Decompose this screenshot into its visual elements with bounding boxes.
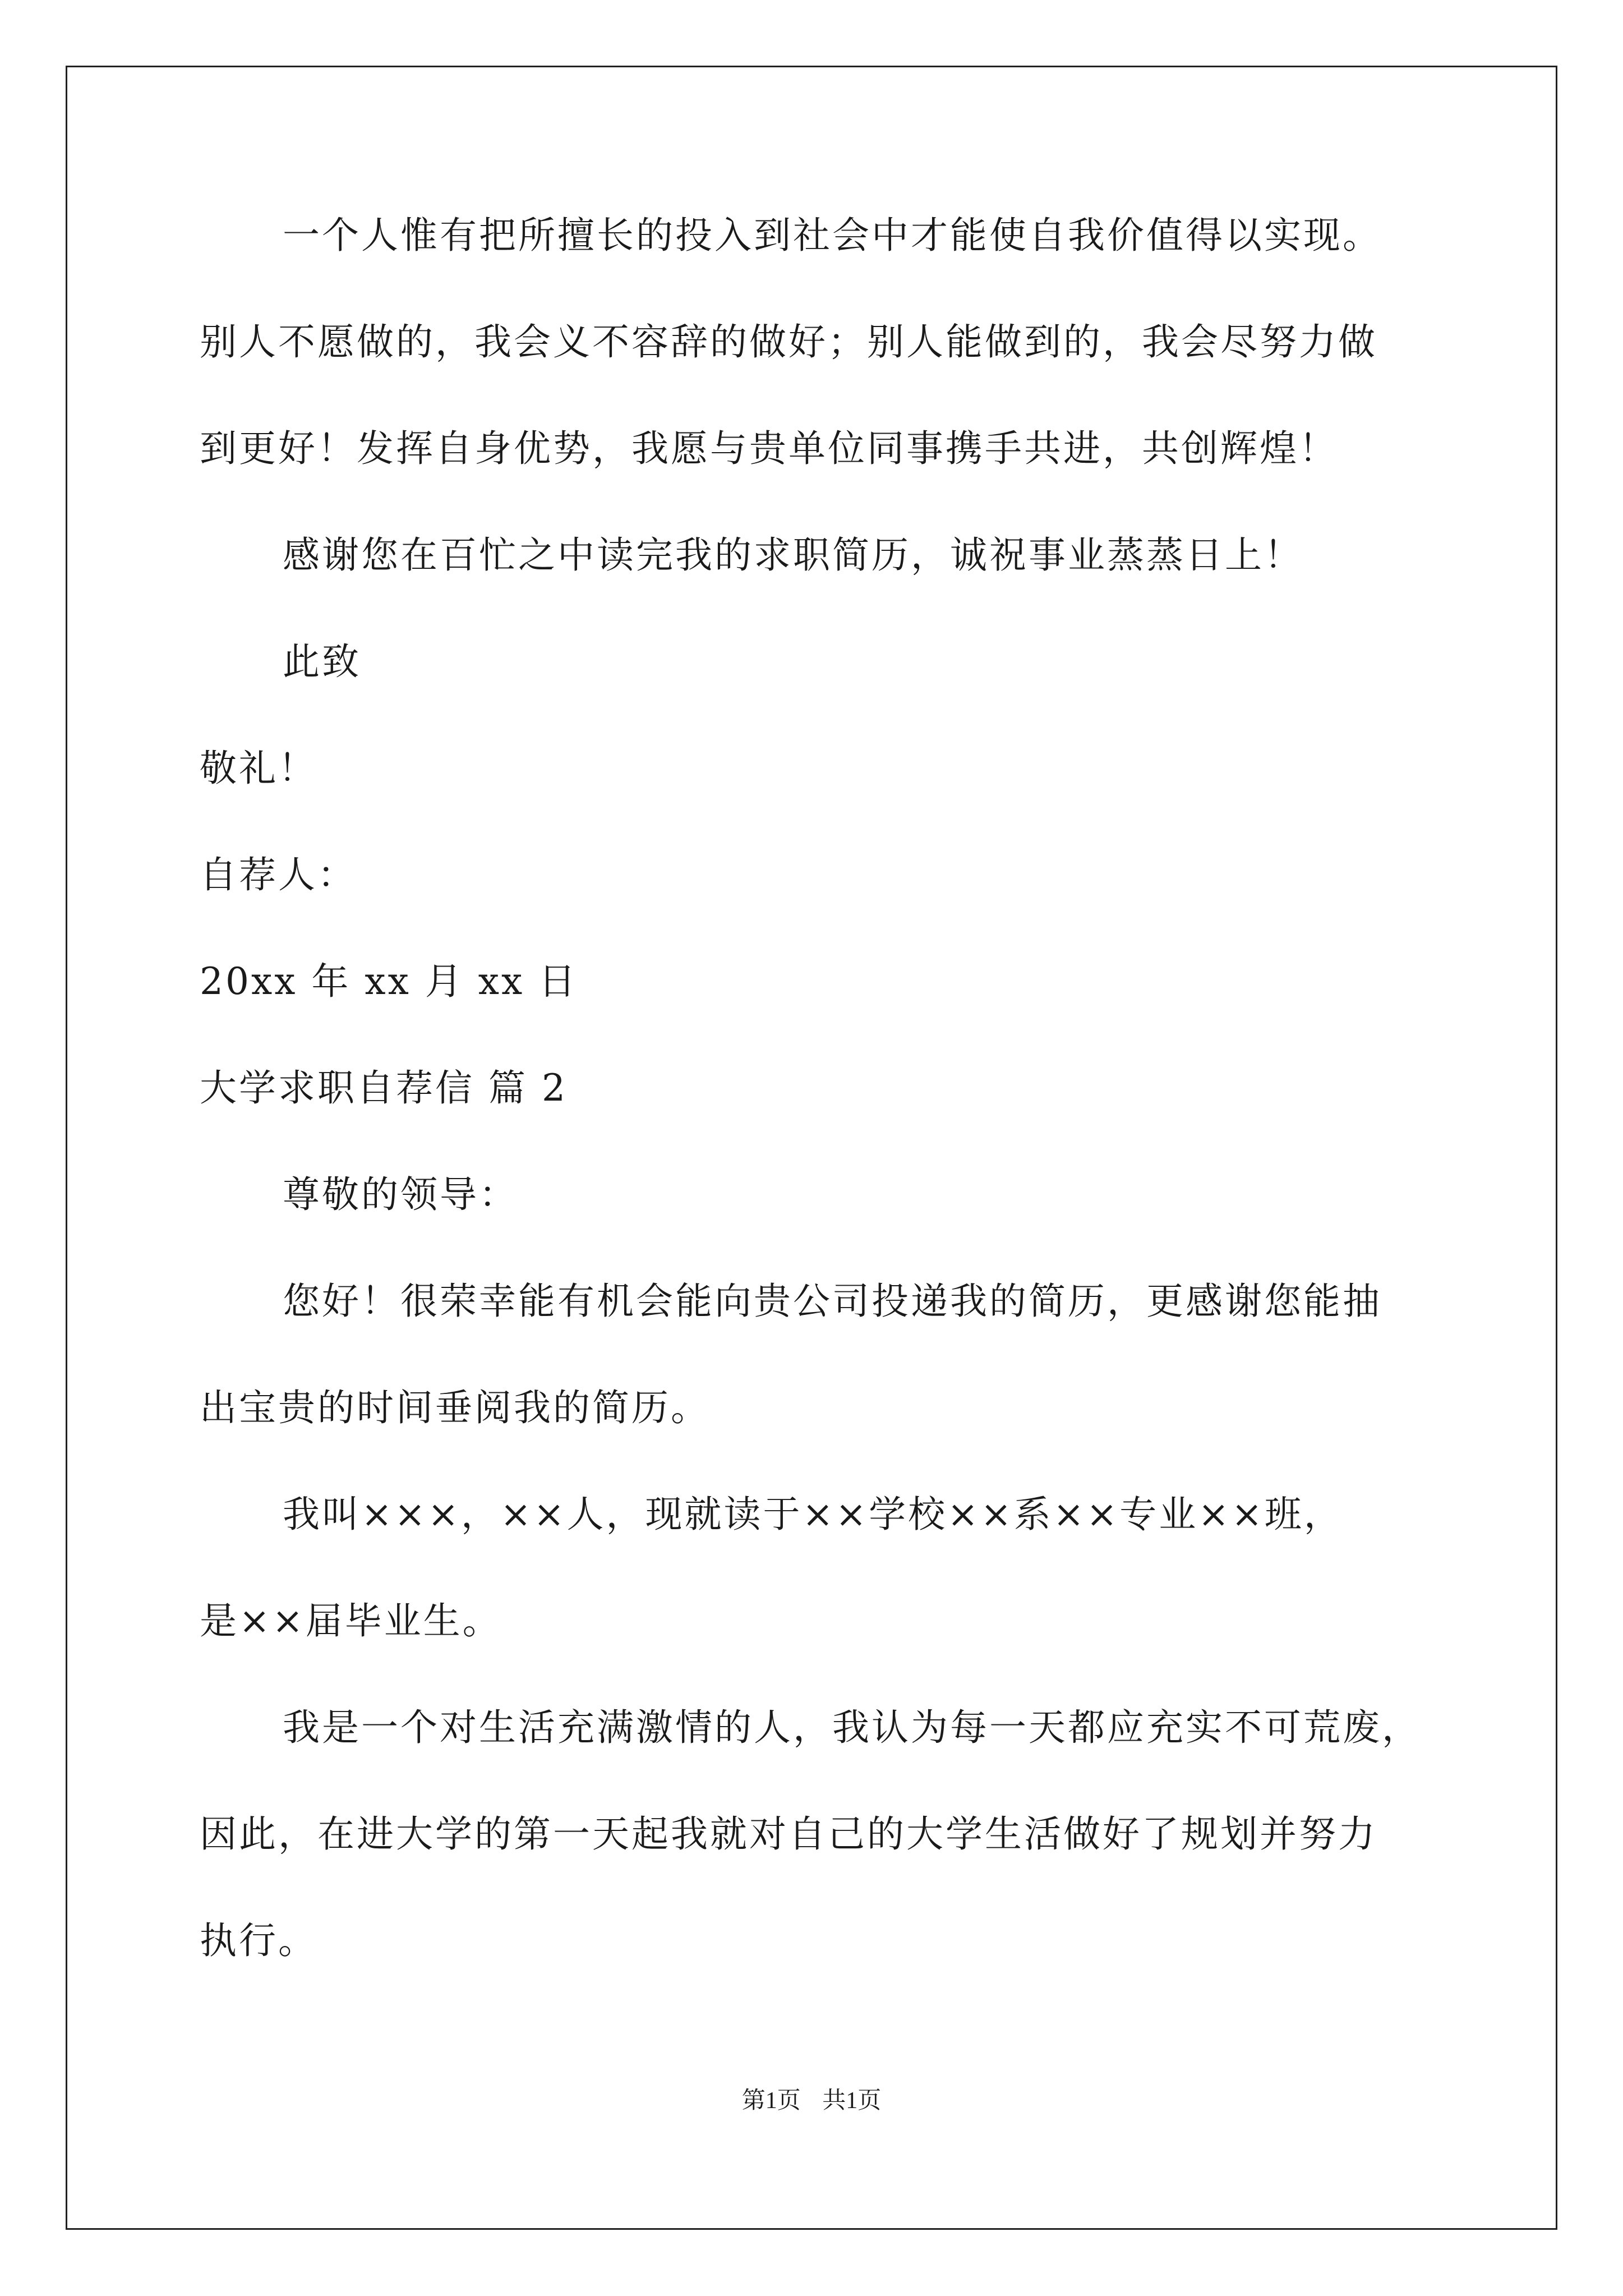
- closing-salutation: 此致: [283, 640, 361, 683]
- paragraph-line: 到更好！发挥自身优势，我愿与贵单位同事携手共进，共创辉煌！: [200, 427, 1338, 470]
- section-title: 大学求职自荐信 篇 2: [200, 1066, 568, 1110]
- page-number-total: 共1页: [822, 2088, 882, 2114]
- paragraph-line: 因此，在进大学的第一天起我就对自己的大学生活做好了规划并努力: [200, 1812, 1377, 1856]
- signature-label: 自荐人：: [200, 853, 357, 896]
- paragraph-line: 我叫×××，××人，现就读于××学校××系××专业××班，: [283, 1493, 1343, 1536]
- page-footer: [0, 2087, 1623, 2115]
- paragraph-line: 执行。: [200, 1919, 317, 1962]
- page-number-current: 第1页: [741, 2088, 801, 2114]
- date-line: 20xx 年 xx 月 xx 日: [200, 960, 578, 1003]
- paragraph-line: 一个人惟有把所擅长的投入到社会中才能使自我价值得以实现。: [283, 214, 1382, 257]
- paragraph-line: 您好！很荣幸能有机会能向贵公司投递我的简历，更感谢您能抽: [283, 1280, 1382, 1323]
- paragraph-line: 我是一个对生活充满激情的人，我认为每一天都应充实不可荒废，: [283, 1706, 1421, 1749]
- page-border: [66, 66, 1557, 2230]
- paragraph-line: 感谢您在百忙之中读完我的求职简历，诚祝事业蒸蒸日上！: [283, 533, 1303, 577]
- paragraph-line: 是××届毕业生。: [200, 1599, 502, 1642]
- paragraph-line: 别人不愿做的，我会义不容辞的做好；别人能做到的，我会尽努力做: [200, 320, 1377, 364]
- paragraph-line: 出宝贵的时间垂阅我的简历。: [200, 1386, 710, 1429]
- greeting: 尊敬的领导：: [283, 1173, 518, 1216]
- closing-regards: 敬礼！: [200, 747, 317, 790]
